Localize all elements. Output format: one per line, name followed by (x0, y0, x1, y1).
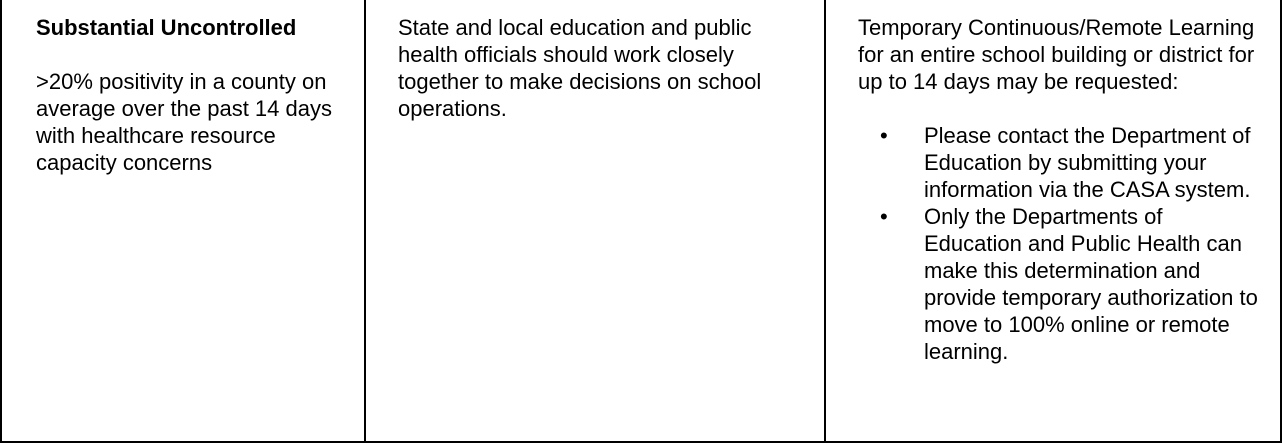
bullet-text: Only the Departments of Education and Public Health can make this determination and provide temporary authorization to move to 100% online or remote learning. (924, 204, 1258, 364)
list-item (858, 203, 1266, 365)
level-title: Substantial Uncontrolled (36, 15, 297, 40)
guidance-text: State and local education and public health officials should work closely together to make decisions on school operations. (398, 15, 762, 121)
bullet-icon: • (880, 123, 888, 148)
level-cell (2, 0, 366, 441)
list-item (858, 122, 1266, 203)
bullet-icon: • (880, 204, 888, 229)
options-cell (826, 0, 1280, 441)
options-intro: Temporary Continuous/Remote Learning for an entire school building or district for up to 14 days may be requested: (858, 15, 1255, 94)
bullet-text: Please contact the Department of Education by submitting your information via the CASA system. (924, 123, 1251, 202)
guidance-cell (366, 0, 826, 441)
options-bullet-list (858, 122, 1266, 365)
level-description: >20% positivity in a county on average over the past 14 days with healthcare resource capacity concerns (36, 69, 332, 175)
